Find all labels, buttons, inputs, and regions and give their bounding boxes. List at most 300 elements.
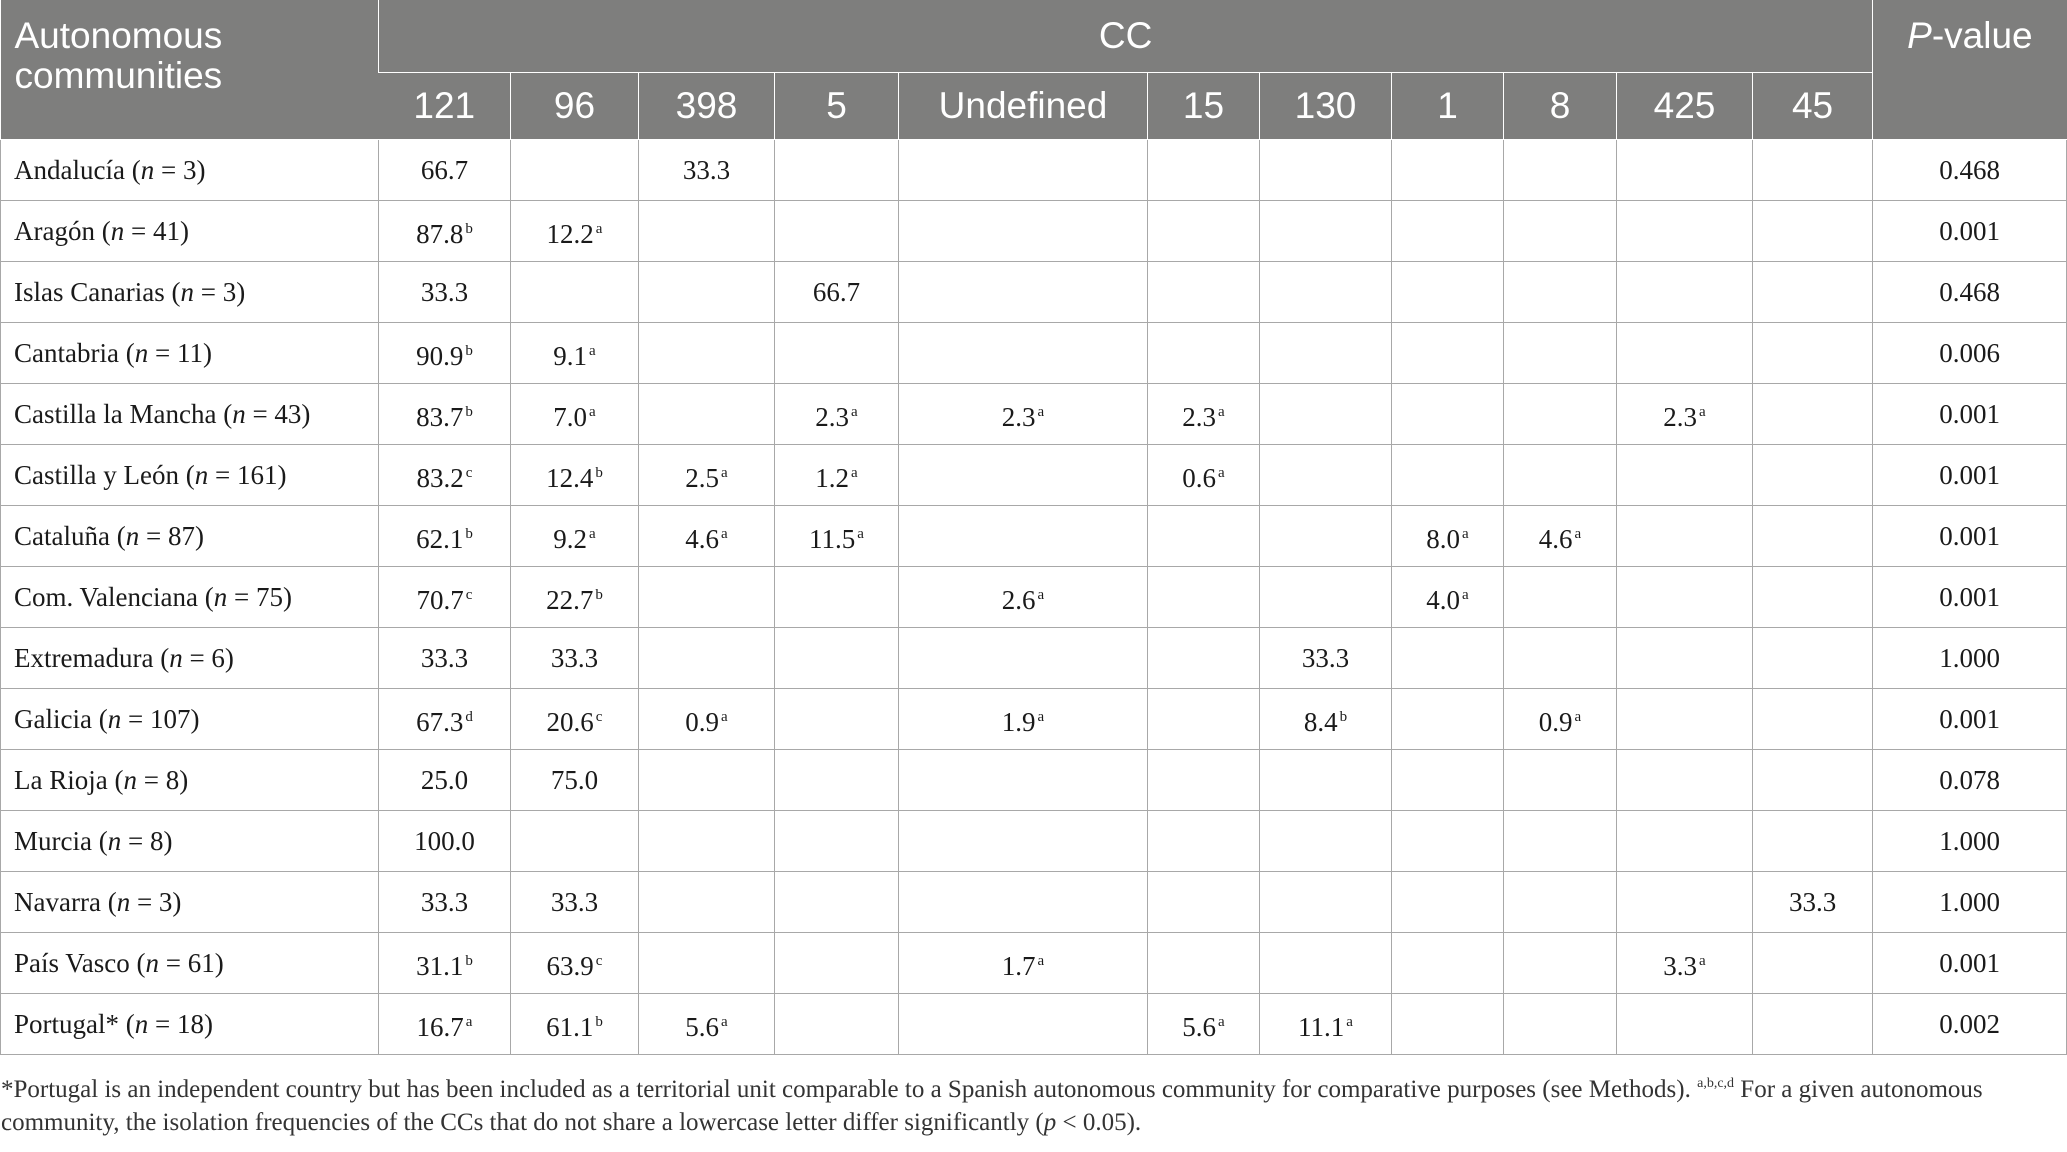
community-label: Castilla la Mancha (n = 43) [1, 384, 379, 445]
frequency-cell [639, 567, 775, 628]
community-label: Galicia (n = 107) [1, 689, 379, 750]
frequency-cell [379, 750, 511, 811]
table-row [1, 323, 2067, 384]
table-row [1, 994, 2067, 1055]
frequency-cell [511, 628, 639, 689]
cc-code-header: 425 [1617, 73, 1753, 140]
significance-letter: b [1339, 708, 1348, 725]
pvalue-cell: 0.001 [1873, 506, 2067, 567]
frequency-value: 100.0 [414, 826, 475, 856]
frequency-value: 5.6 [1182, 1011, 1217, 1042]
community-name: Com. Valenciana [14, 582, 198, 612]
frequency-value: 0.9 [1538, 706, 1573, 737]
frequency-cell [1392, 628, 1504, 689]
frequency-cell [1392, 750, 1504, 811]
frequency-value: 2.3 [815, 401, 850, 432]
community-label: Castilla y León (n = 161) [1, 445, 379, 506]
frequency-cell [775, 201, 899, 262]
frequency-cell [1392, 994, 1504, 1055]
frequency-cell [1753, 506, 1873, 567]
frequency-cell [1260, 262, 1392, 323]
significance-letter: c [595, 952, 603, 969]
cc-code-header: 5 [775, 73, 899, 140]
frequency-cell [511, 567, 639, 628]
frequency-cell [1260, 506, 1392, 567]
footnote-superscript: a,b,c,d [1697, 1076, 1735, 1091]
significance-letter: a [465, 1013, 473, 1030]
pvalue-cell: 0.001 [1873, 567, 2067, 628]
frequency-cell [1260, 384, 1392, 445]
sample-size: 8 [149, 826, 164, 856]
pvalue-cell: 1.000 [1873, 872, 2067, 933]
pvalue-cell: 0.001 [1873, 445, 2067, 506]
frequency-cell [1617, 628, 1753, 689]
frequency-cell [1260, 445, 1392, 506]
frequency-cell [1260, 689, 1392, 750]
frequency-cell [379, 323, 511, 384]
frequency-cell [379, 872, 511, 933]
frequency-cell [1148, 567, 1260, 628]
frequency-cell [1753, 262, 1873, 323]
frequency-cell [379, 201, 511, 262]
frequency-cell [1260, 567, 1392, 628]
frequency-cell [1260, 872, 1392, 933]
frequency-cell [775, 872, 899, 933]
frequency-value: 33.3 [420, 643, 469, 673]
frequency-cell [1148, 933, 1260, 994]
frequency-cell [1504, 262, 1617, 323]
table-row [1, 689, 2067, 750]
frequency-cell [511, 445, 639, 506]
frequency-cell [379, 933, 511, 994]
sample-size: 3 [158, 887, 173, 917]
significance-letter: b [465, 525, 473, 542]
sample-size: 18 [176, 1009, 204, 1039]
community-label: Extremadura (n = 6) [1, 628, 379, 689]
table-row [1, 933, 2067, 994]
frequency-value: 67.3 [416, 706, 464, 737]
significance-letter: a [721, 464, 728, 481]
frequency-cell [1617, 750, 1753, 811]
sample-size: 11 [176, 338, 203, 368]
frequency-cell [1148, 811, 1260, 872]
frequency-cell [1392, 506, 1504, 567]
frequency-cell [511, 140, 639, 201]
significance-letter: a [589, 525, 596, 542]
frequency-cell [639, 384, 775, 445]
frequency-value: 0.6 [1182, 462, 1217, 493]
frequency-cell [1392, 689, 1504, 750]
frequency-value: 12.2 [546, 218, 594, 249]
frequency-cell [511, 506, 639, 567]
frequency-cell [511, 933, 639, 994]
frequency-value: 31.1 [416, 950, 464, 981]
frequency-cell [639, 689, 775, 750]
frequency-cell [1617, 262, 1753, 323]
frequency-value: 70.7 [416, 584, 464, 615]
frequency-cell [1392, 262, 1504, 323]
community-name: Portugal* [14, 1009, 119, 1039]
frequency-cell [1617, 506, 1753, 567]
frequency-cell [1148, 445, 1260, 506]
frequency-cell [1260, 323, 1392, 384]
table-row [1, 445, 2067, 506]
frequency-value: 83.7 [416, 401, 464, 432]
cc-code-header: 15 [1148, 73, 1260, 140]
frequency-cell [1148, 140, 1260, 201]
community-name: Cantabria [14, 338, 119, 368]
frequency-cell [1504, 567, 1617, 628]
significance-letter: b [465, 952, 473, 969]
pvalue-cell: 1.000 [1873, 628, 2067, 689]
pvalue-cell: 1.000 [1873, 811, 2067, 872]
frequency-value: 2.5 [685, 462, 720, 493]
frequency-cell [1504, 933, 1617, 994]
community-label: Andalucía (n = 3) [1, 140, 379, 201]
frequency-value: 12.4 [546, 462, 594, 493]
frequency-cell [1617, 933, 1753, 994]
frequency-cell [899, 750, 1148, 811]
significance-letter: a [1218, 403, 1225, 420]
frequency-value: 22.7 [546, 584, 594, 615]
footnote-part1: *Portugal is an independent country but has been included as a territorial unit comparable to a Spanish autonomous community for comparative purposes (see Methods). [1, 1076, 1698, 1103]
frequency-cell [1260, 201, 1392, 262]
significance-letter: a [1462, 525, 1469, 542]
frequency-cell [1753, 567, 1873, 628]
sample-size: 87 [167, 521, 195, 551]
significance-letter: a [1346, 1013, 1353, 1030]
frequency-cell [379, 140, 511, 201]
frequency-cell [1504, 689, 1617, 750]
frequency-value: 16.7 [416, 1011, 464, 1042]
frequency-cell [1392, 384, 1504, 445]
frequency-value: 1.2 [815, 462, 850, 493]
frequency-cell [899, 384, 1148, 445]
significance-letter: b [595, 464, 603, 481]
frequency-cell [511, 872, 639, 933]
table-row [1, 811, 2067, 872]
table-row [1, 872, 2067, 933]
frequency-cell [1753, 323, 1873, 384]
frequency-value: 0.9 [685, 706, 720, 737]
frequency-value: 66.7 [812, 277, 861, 307]
frequency-value: 62.1 [416, 523, 464, 554]
cc-code-header: 1 [1392, 73, 1504, 140]
frequency-cell [511, 384, 639, 445]
significance-letter: b [465, 220, 473, 237]
pvalue-header-p: P [1907, 15, 1932, 56]
significance-letter: a [851, 403, 858, 420]
frequency-cell [1392, 567, 1504, 628]
frequency-value: 61.1 [546, 1011, 594, 1042]
frequency-cell [1753, 994, 1873, 1055]
frequency-value: 9.2 [553, 523, 588, 554]
frequency-cell [1617, 994, 1753, 1055]
frequency-cell [511, 323, 639, 384]
frequency-cell [1504, 628, 1617, 689]
frequency-cell [1148, 689, 1260, 750]
frequency-cell [899, 811, 1148, 872]
footnote-part2: For a given autonomous community, the isolation frequencies of the CCs that do not share a lowercase letter differ significantly ( [1, 1076, 1983, 1136]
significance-letter: a [595, 220, 603, 237]
frequency-cell [1392, 933, 1504, 994]
frequency-value: 11.1 [1298, 1011, 1345, 1042]
frequency-cell [1260, 994, 1392, 1055]
frequency-cell [1504, 140, 1617, 201]
frequency-cell [1260, 750, 1392, 811]
frequency-cell [775, 811, 899, 872]
frequency-cell [639, 933, 775, 994]
frequency-cell [639, 445, 775, 506]
frequency-cell [899, 262, 1148, 323]
frequency-cell [1753, 750, 1873, 811]
sample-size: 161 [236, 460, 278, 490]
frequency-cell [379, 628, 511, 689]
frequency-cell [775, 506, 899, 567]
frequency-cell [379, 994, 511, 1055]
sample-size: 8 [165, 765, 180, 795]
frequency-value: 2.6 [1001, 584, 1036, 615]
frequency-cell [639, 201, 775, 262]
significance-letter: a [1574, 525, 1582, 542]
sample-size: 6 [211, 643, 225, 673]
frequency-value: 2.3 [1663, 401, 1698, 432]
frequency-cell [1617, 445, 1753, 506]
frequency-cell [639, 811, 775, 872]
table-row [1, 750, 2067, 811]
significance-letter: a [1699, 952, 1706, 969]
frequency-cell [1753, 628, 1873, 689]
significance-letter: a [1574, 708, 1582, 725]
community-name: Cataluña [14, 521, 110, 551]
community-name: La Rioja [14, 765, 108, 795]
frequency-cell [639, 140, 775, 201]
frequency-cell [379, 811, 511, 872]
frequency-cell [775, 628, 899, 689]
frequency-cell [1617, 567, 1753, 628]
frequency-value: 90.9 [416, 340, 464, 371]
frequency-cell [1617, 384, 1753, 445]
significance-letter: a [1218, 464, 1225, 481]
frequency-cell [1260, 140, 1392, 201]
frequency-cell [899, 323, 1148, 384]
frequency-value: 33.3 [550, 643, 599, 673]
significance-letter: a [1037, 708, 1045, 725]
frequency-value: 2.3 [1001, 401, 1036, 432]
frequency-cell [1617, 323, 1753, 384]
frequency-value: 9.1 [553, 340, 588, 371]
table-row [1, 628, 2067, 689]
community-name: Aragón [14, 216, 95, 246]
frequency-value: 33.3 [550, 887, 599, 917]
pvalue-cell: 0.006 [1873, 323, 2067, 384]
frequency-cell [1753, 811, 1873, 872]
frequency-cell [639, 262, 775, 323]
frequency-value: 7.0 [553, 401, 588, 432]
significance-letter: c [465, 464, 473, 481]
frequency-cell [1753, 201, 1873, 262]
table-row [1, 567, 2067, 628]
frequency-value: 8.4 [1303, 706, 1338, 737]
frequency-cell [899, 689, 1148, 750]
sample-size: 43 [274, 399, 302, 429]
frequency-cell [1148, 384, 1260, 445]
frequency-value: 8.0 [1426, 523, 1461, 554]
community-label: Cantabria (n = 11) [1, 323, 379, 384]
frequency-cell [1148, 872, 1260, 933]
frequency-value: 1.9 [1001, 706, 1036, 737]
community-name: Galicia [14, 704, 92, 734]
frequency-cell [1753, 384, 1873, 445]
community-name: Extremadura [14, 643, 154, 673]
frequency-value: 5.6 [685, 1011, 720, 1042]
community-label: Navarra (n = 3) [1, 872, 379, 933]
sample-size: 75 [255, 582, 283, 612]
frequency-cell [1504, 811, 1617, 872]
frequency-cell [1148, 628, 1260, 689]
cc-code-header: 121 [379, 73, 511, 140]
significance-letter: a [721, 708, 728, 725]
frequency-cell [1148, 750, 1260, 811]
frequency-cell [379, 689, 511, 750]
frequency-cell [899, 628, 1148, 689]
frequency-cell [511, 262, 639, 323]
frequency-cell [1504, 201, 1617, 262]
frequency-value: 3.3 [1663, 950, 1698, 981]
table-body [1, 140, 2067, 1055]
frequency-cell [1148, 262, 1260, 323]
pvalue-cell: 0.001 [1873, 201, 2067, 262]
table-row [1, 384, 2067, 445]
frequency-cell [1504, 994, 1617, 1055]
frequency-cell [379, 445, 511, 506]
significance-letter: b [595, 586, 603, 603]
frequency-cell [1753, 872, 1873, 933]
frequency-cell [1392, 872, 1504, 933]
frequency-cell [1148, 506, 1260, 567]
significance-letter: a [1218, 1013, 1225, 1030]
frequency-cell [639, 628, 775, 689]
frequency-value: 33.3 [420, 887, 469, 917]
pvalue-cell: 0.001 [1873, 689, 2067, 750]
frequency-cell [1504, 384, 1617, 445]
frequency-value: 33.3 [420, 277, 469, 307]
pvalue-cell: 0.001 [1873, 384, 2067, 445]
pvalue-cell: 0.001 [1873, 933, 2067, 994]
community-label: País Vasco (n = 61) [1, 933, 379, 994]
frequency-cell [1617, 201, 1753, 262]
community-label: Aragón (n = 41) [1, 201, 379, 262]
frequency-cell [775, 323, 899, 384]
frequency-cell [899, 140, 1148, 201]
significance-letter: c [595, 708, 603, 725]
sample-size: 41 [152, 216, 180, 246]
frequency-cell [899, 872, 1148, 933]
community-label: Com. Valenciana (n = 75) [1, 567, 379, 628]
frequency-cell [511, 689, 639, 750]
frequency-value: 4.6 [685, 523, 720, 554]
cc-code-header: 96 [511, 73, 639, 140]
frequency-cell [639, 872, 775, 933]
significance-letter: d [465, 708, 473, 725]
frequency-cell [639, 994, 775, 1055]
frequency-cell [639, 323, 775, 384]
cc-code-header: 8 [1504, 73, 1617, 140]
frequency-cell [1504, 872, 1617, 933]
frequency-cell [1617, 689, 1753, 750]
row-header: Autonomous communities [1, 0, 379, 140]
community-name: Castilla y León [14, 460, 179, 490]
frequency-cell [775, 994, 899, 1055]
table-row [1, 506, 2067, 567]
community-label: Islas Canarias (n = 3) [1, 262, 379, 323]
frequency-cell [1260, 811, 1392, 872]
significance-letter: a [1037, 586, 1045, 603]
frequency-value: 25.0 [420, 765, 469, 795]
frequency-value: 33.3 [1301, 643, 1350, 673]
frequency-value: 75.0 [550, 765, 599, 795]
pvalue-header-rest: -value [1931, 15, 2033, 56]
footnote-part3: < 0.05). [1056, 1109, 1142, 1136]
frequency-cell [1617, 872, 1753, 933]
frequency-cell [775, 445, 899, 506]
sample-size: 3 [222, 277, 237, 307]
frequency-value: 2.3 [1182, 401, 1217, 432]
frequency-cell [1148, 201, 1260, 262]
community-name: País Vasco [14, 948, 130, 978]
community-name: Andalucía [14, 155, 125, 185]
significance-letter: a [721, 525, 728, 542]
frequency-cell [775, 933, 899, 994]
pvalue-cell: 0.002 [1873, 994, 2067, 1055]
frequency-cell [511, 750, 639, 811]
frequency-cell [1392, 201, 1504, 262]
frequency-cell [899, 933, 1148, 994]
frequency-cell [775, 384, 899, 445]
significance-letter: a [857, 525, 864, 542]
frequency-cell [899, 994, 1148, 1055]
sample-size: 3 [182, 155, 197, 185]
frequency-value: 4.6 [1538, 523, 1573, 554]
significance-letter: a [589, 403, 596, 420]
significance-letter: a [851, 464, 858, 481]
frequency-cell [1392, 323, 1504, 384]
significance-letter: c [465, 586, 473, 603]
significance-letter: a [721, 1013, 728, 1030]
significance-letter: a [1037, 952, 1045, 969]
frequency-cell [1504, 506, 1617, 567]
cc-code-header: 130 [1260, 73, 1392, 140]
frequency-cell [775, 567, 899, 628]
pvalue-cell: 0.078 [1873, 750, 2067, 811]
community-name: Murcia [14, 826, 92, 856]
footnote-p: p [1043, 1109, 1057, 1136]
table-row [1, 140, 2067, 201]
frequency-value: 11.5 [809, 523, 856, 554]
significance-letter: b [465, 342, 473, 359]
community-label: Cataluña (n = 87) [1, 506, 379, 567]
frequency-value: 33.3 [1788, 887, 1837, 917]
frequency-value: 33.3 [682, 155, 731, 185]
frequency-value: 63.9 [546, 950, 594, 981]
pvalue-cell: 0.468 [1873, 140, 2067, 201]
sample-size: 107 [149, 704, 191, 734]
community-label: Murcia (n = 8) [1, 811, 379, 872]
frequency-cell [1753, 933, 1873, 994]
community-label: La Rioja (n = 8) [1, 750, 379, 811]
frequency-cell [511, 811, 639, 872]
frequency-cell [1617, 140, 1753, 201]
